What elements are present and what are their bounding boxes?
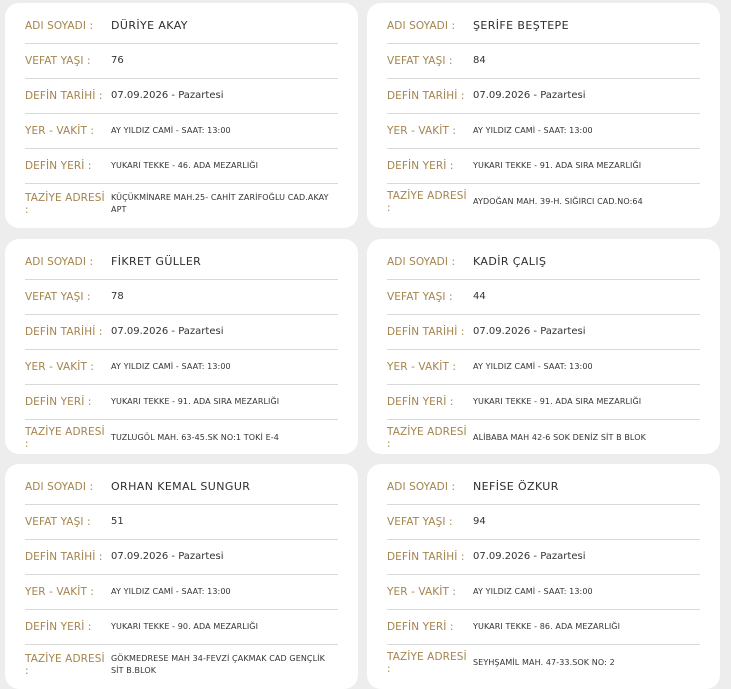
condolence-value: KÜÇÜKMİNARE MAH.25- CAHİT ZARİFOĞLU CAD.AKAY APT (111, 193, 329, 214)
age-value: 44 (473, 291, 486, 302)
burial-label: DEFİN YERİ : (25, 396, 92, 408)
name-row (387, 245, 700, 280)
place-time-value: AY YILDIZ CAMİ - SAAT: 13:00 (111, 126, 231, 135)
place-time-label: YER - VAKİT : (25, 361, 95, 373)
date-value: 07.09.2026 - Pazartesi (111, 90, 224, 101)
date-row (387, 540, 700, 575)
date-value: 07.09.2026 - Pazartesi (111, 326, 224, 337)
condolence-label: TAZİYE ADRESİ : (387, 425, 467, 450)
name-label: ADI SOYADI : (25, 481, 94, 493)
obituary-card (367, 239, 720, 454)
place-time-label: YER - VAKİT : (387, 586, 457, 598)
name-value: KADİR ÇALIŞ (473, 255, 547, 268)
condolence-label: TAZİYE ADRESİ : (25, 425, 105, 450)
date-value: 07.09.2026 - Pazartesi (473, 551, 586, 562)
age-value: 94 (473, 516, 486, 527)
place-time-label: YER - VAKİT : (387, 125, 457, 137)
date-label: DEFİN TARİHİ : (387, 90, 465, 102)
age-label: VEFAT YAŞI : (387, 516, 453, 528)
place-time-value: AY YILDIZ CAMİ - SAAT: 13:00 (473, 587, 593, 596)
condolence-label: TAZİYE ADRESİ : (25, 192, 105, 216)
age-row (25, 280, 338, 315)
date-label: DEFİN TARİHİ : (25, 551, 103, 563)
age-label: VEFAT YAŞI : (25, 55, 91, 67)
condolence-value: TUZLUGÖL MAH. 63-45.SK NO:1 TOKİ E-4 (111, 432, 279, 442)
obituary-card (5, 239, 358, 454)
place-time-label: YER - VAKİT : (25, 125, 95, 137)
condolence-row (25, 184, 338, 224)
age-row (25, 44, 338, 79)
age-value: 78 (111, 291, 124, 302)
burial-label: DEFİN YERİ : (387, 396, 454, 408)
burial-value: YUKARI TEKKE - 46. ADA MEZARLIĞI (111, 161, 259, 170)
obituary-card (367, 464, 720, 689)
age-label: VEFAT YAŞI : (387, 55, 453, 67)
burial-value: YUKARI TEKKE - 86. ADA MEZARLIĞI (473, 622, 621, 631)
condolence-row (25, 420, 338, 455)
condolence-row (25, 645, 338, 685)
place-time-value: AY YILDIZ CAMİ - SAAT: 13:00 (473, 362, 593, 371)
burial-value: YUKARI TEKKE - 91. ADA SIRA MEZARLIĞI (473, 161, 642, 170)
burial-row (387, 149, 700, 184)
place-time-row (25, 575, 338, 610)
place-time-value: AY YILDIZ CAMİ - SAAT: 13:00 (111, 587, 231, 596)
name-value: ORHAN KEMAL SUNGUR (111, 480, 251, 493)
age-row (25, 505, 338, 540)
age-value: 76 (111, 55, 124, 66)
place-time-value: AY YILDIZ CAMİ - SAAT: 13:00 (473, 126, 593, 135)
age-label: VEFAT YAŞI : (25, 291, 91, 303)
place-time-row (387, 114, 700, 149)
date-label: DEFİN TARİHİ : (25, 90, 103, 102)
obituary-card (5, 464, 358, 689)
date-label: DEFİN TARİHİ : (25, 326, 103, 338)
place-time-value: AY YILDIZ CAMİ - SAAT: 13:00 (111, 362, 231, 371)
age-row (387, 505, 700, 540)
condolence-label: TAZİYE ADRESİ : (387, 189, 467, 214)
burial-value: YUKARI TEKKE - 91. ADA SIRA MEZARLIĞI (111, 397, 280, 406)
name-value: DÜRİYE AKAY (111, 19, 188, 32)
condolence-value: GÖKMEDRESE MAH 34-FEVZİ ÇAKMAK CAD GENÇLİK SİT B.BLOK (111, 654, 325, 675)
condolence-value: ALİBABA MAH 42-6 SOK DENİZ SİT B BLOK (473, 432, 646, 442)
date-label: DEFİN TARİHİ : (387, 551, 465, 563)
burial-label: DEFİN YERİ : (387, 621, 454, 633)
name-value: FİKRET GÜLLER (111, 255, 202, 268)
name-label: ADI SOYADI : (387, 481, 456, 493)
burial-row (25, 385, 338, 420)
condolence-value: AYDOĞAN MAH. 39-H. SIĞIRCI CAD.NO:64 (473, 196, 643, 206)
date-row (25, 79, 338, 114)
date-row (387, 315, 700, 350)
condolence-value: SEYHŞAMİL MAH. 47-33.SOK NO: 2 (473, 657, 615, 667)
place-time-row (25, 114, 338, 149)
burial-row (25, 610, 338, 645)
burial-row (25, 149, 338, 184)
condolence-label: TAZİYE ADRESİ : (387, 650, 467, 675)
condolence-label: TAZİYE ADRESİ : (25, 653, 105, 677)
age-value: 84 (473, 55, 486, 66)
place-time-row (387, 575, 700, 610)
date-row (387, 79, 700, 114)
burial-value: YUKARI TEKKE - 90. ADA MEZARLIĞI (111, 622, 259, 631)
burial-label: DEFİN YERİ : (387, 160, 454, 172)
age-label: VEFAT YAŞI : (25, 516, 91, 528)
name-row (387, 9, 700, 44)
date-row (25, 540, 338, 575)
age-value: 51 (111, 516, 124, 527)
date-value: 07.09.2026 - Pazartesi (473, 90, 586, 101)
burial-value: YUKARI TEKKE - 91. ADA SIRA MEZARLIĞI (473, 397, 642, 406)
name-label: ADI SOYADI : (387, 20, 456, 32)
burial-label: DEFİN YERİ : (25, 621, 92, 633)
name-label: ADI SOYADI : (25, 256, 94, 268)
place-time-row (25, 350, 338, 385)
obituary-card (367, 3, 720, 228)
name-value: ŞERİFE BEŞTEPE (473, 19, 569, 32)
name-label: ADI SOYADI : (25, 20, 94, 32)
age-row (387, 44, 700, 79)
place-time-label: YER - VAKİT : (25, 586, 95, 598)
condolence-row (387, 420, 700, 455)
age-row (387, 280, 700, 315)
name-row (25, 470, 338, 505)
name-row (387, 470, 700, 505)
place-time-label: YER - VAKİT : (387, 361, 457, 373)
date-label: DEFİN TARİHİ : (387, 326, 465, 338)
obituary-card (5, 3, 358, 228)
name-row (25, 245, 338, 280)
date-value: 07.09.2026 - Pazartesi (473, 326, 586, 337)
condolence-row (387, 645, 700, 680)
name-row (25, 9, 338, 44)
age-label: VEFAT YAŞI : (387, 291, 453, 303)
burial-row (387, 385, 700, 420)
place-time-row (387, 350, 700, 385)
date-row (25, 315, 338, 350)
name-label: ADI SOYADI : (387, 256, 456, 268)
name-value: NEFİSE ÖZKUR (473, 480, 559, 493)
condolence-row (387, 184, 700, 219)
date-value: 07.09.2026 - Pazartesi (111, 551, 224, 562)
burial-label: DEFİN YERİ : (25, 160, 92, 172)
burial-row (387, 610, 700, 645)
